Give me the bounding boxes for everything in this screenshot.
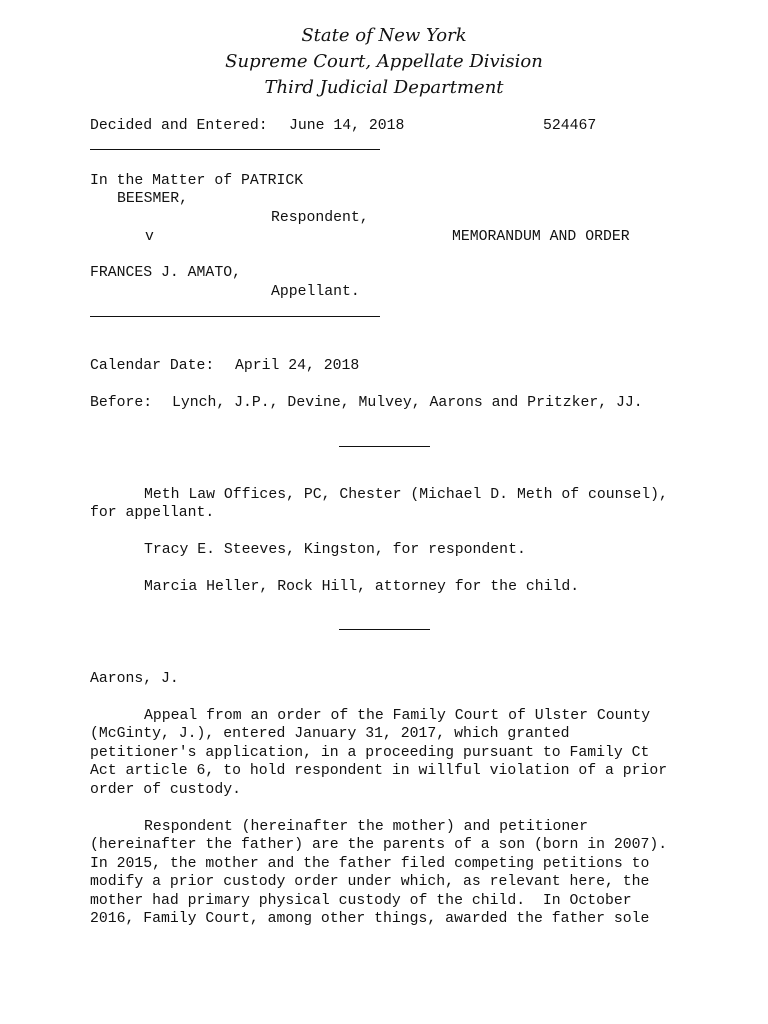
caption-party1-line2: BEESMER, — [117, 191, 189, 207]
counsel-appellant-line1: Meth Law Offices, PC, Chester (Michael D. Meth of counsel), — [144, 487, 668, 503]
counsel-child: Marcia Heller, Rock Hill, attorney for the child. — [144, 579, 580, 595]
separator-rule-2 — [339, 629, 430, 630]
paragraph1-line: petitioner's application, in a proceeding pursuant to Family Ct — [90, 745, 650, 761]
decided-label: Decided and Entered: — [90, 118, 268, 134]
separator-rule-1 — [339, 446, 430, 447]
counsel-appellant-line2: for appellant. — [90, 505, 215, 521]
paragraph2-line: modify a prior custody order under which, as relevant here, the — [90, 874, 650, 890]
paragraph2-line: In 2015, the mother and the father filed competing petitions to — [90, 856, 650, 872]
caption-party1-line1: In the Matter of PATRICK — [90, 173, 304, 189]
paragraph1-line: (McGinty, J.), entered January 31, 2017, which granted — [90, 726, 570, 742]
paragraph2-line: 2016, Family Court, among other things, awarded the father sole — [90, 911, 650, 927]
paragraph1-line: Appeal from an order of the Family Court of Ulster County — [144, 708, 651, 724]
opinion-author: Aarons, J. — [90, 671, 179, 687]
before-panel: Lynch, J.P., Devine, Mulvey, Aarons and Pritzker, JJ. — [172, 395, 643, 411]
counsel-respondent: Tracy E. Steeves, Kingston, for respondent. — [144, 542, 526, 558]
paragraph2-line: Respondent (hereinafter the mother) and petitioner — [144, 819, 588, 835]
calendar-date: April 24, 2018 — [235, 358, 360, 374]
court-name: Supreme Court, Appellate Division — [225, 51, 543, 72]
caption-versus: v — [145, 229, 154, 245]
caption-role-appellant: Appellant. — [271, 284, 360, 300]
paragraph2-line: mother had primary physical custody of the child. In October — [90, 893, 632, 909]
document-type: MEMORANDUM AND ORDER — [452, 229, 630, 245]
caption-role-respondent: Respondent, — [271, 210, 369, 226]
paragraph1-line: Act article 6, to hold respondent in willful violation of a prior — [90, 763, 668, 779]
court-department: Third Judicial Department — [264, 77, 504, 98]
caption-rule-top — [90, 149, 380, 150]
calendar-label: Calendar Date: — [90, 358, 215, 374]
caption-party2: FRANCES J. AMATO, — [90, 265, 241, 281]
paragraph1-line: order of custody. — [90, 782, 241, 798]
caption-rule-bottom — [90, 316, 380, 317]
before-label: Before: — [90, 395, 153, 411]
paragraph2-line: (hereinafter the father) are the parents of a son (born in 2007). — [90, 837, 668, 853]
docket-number: 524467 — [543, 118, 597, 134]
decided-date: June 14, 2018 — [289, 118, 405, 134]
court-state: State of New York — [301, 25, 467, 46]
